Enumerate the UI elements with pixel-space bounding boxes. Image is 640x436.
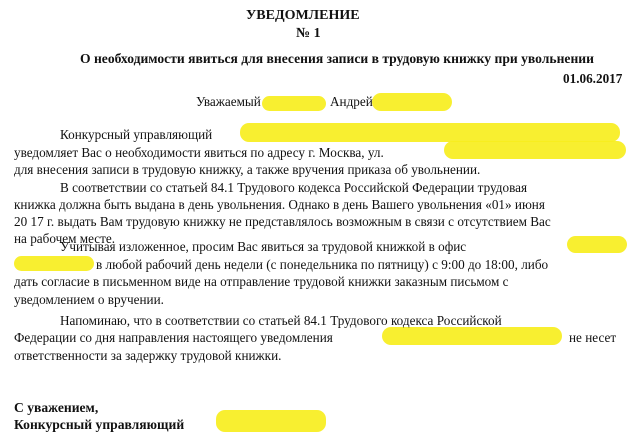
- document-date: 01.06.2017: [563, 71, 623, 86]
- p2-line1: В соответствии со статьей 84.1 Трудового кодекса Российской Федерации трудовая: [60, 180, 528, 195]
- p4-line2b: не несет: [569, 330, 617, 345]
- p3-line2: в любой рабочий день недели (с понедельника по пятницу) с 9:00 до 18:00, либо: [96, 257, 549, 272]
- greeting-name: Андрей: [330, 94, 373, 109]
- p4-line3: ответственности за задержку трудовой книжки.: [14, 348, 282, 363]
- p3-line1: Учитывая изложенное, просим Вас явиться за трудовой книжкой в офис: [60, 239, 467, 254]
- redaction-greeting-surname: [262, 96, 326, 111]
- redaction-address: [444, 141, 626, 159]
- document-subject: О необходимости явиться для внесения записи в трудовую книжку при увольнении: [80, 51, 594, 66]
- redaction-manager-name: [240, 123, 620, 142]
- closing-title: Конкурсный управляющий: [14, 417, 185, 432]
- p1-line3: для внесения записи в трудовую книжку, а также вручения приказа об увольнении.: [14, 162, 481, 177]
- redaction-greeting-patronymic: [372, 93, 452, 111]
- p3-line3: дать согласие в письменном виде на отправление трудовой книжки заказным письмом с: [14, 274, 509, 289]
- closing-regards: С уважением,: [14, 400, 99, 415]
- document-title: УВЕДОМЛЕНИЕ: [246, 8, 360, 23]
- redaction-office-2: [14, 256, 94, 271]
- greeting-prefix: Уважаемый: [196, 94, 261, 109]
- redaction-manager-name-2: [382, 327, 562, 345]
- p2-line2: книжка должна быть выдана в день увольнения. Однако в день Вашего увольнения «01» июня: [14, 197, 545, 212]
- redaction-signature: [216, 410, 326, 432]
- p1-line1: Конкурсный управляющий: [60, 127, 213, 142]
- document-number: № 1: [296, 26, 321, 41]
- p2-line3: 20 17 г. выдать Вам трудовую книжку не представлялось возможным в связи с отсутствием Вас: [14, 214, 551, 229]
- p2-line4: на рабочем месте.: [14, 231, 116, 246]
- p4-line2a: Федерации со дня направления настоящего уведомления: [14, 330, 333, 345]
- redaction-office-1: [567, 236, 627, 253]
- p1-line2: уведомляет Вас о необходимости явиться по адресу г. Москва, ул.: [14, 145, 384, 160]
- p4-line1: Напоминаю, что в соответствии со статьей 84.1 Трудового кодекса Российской: [60, 313, 502, 328]
- p3-line4: уведомлением о вручении.: [14, 292, 164, 307]
